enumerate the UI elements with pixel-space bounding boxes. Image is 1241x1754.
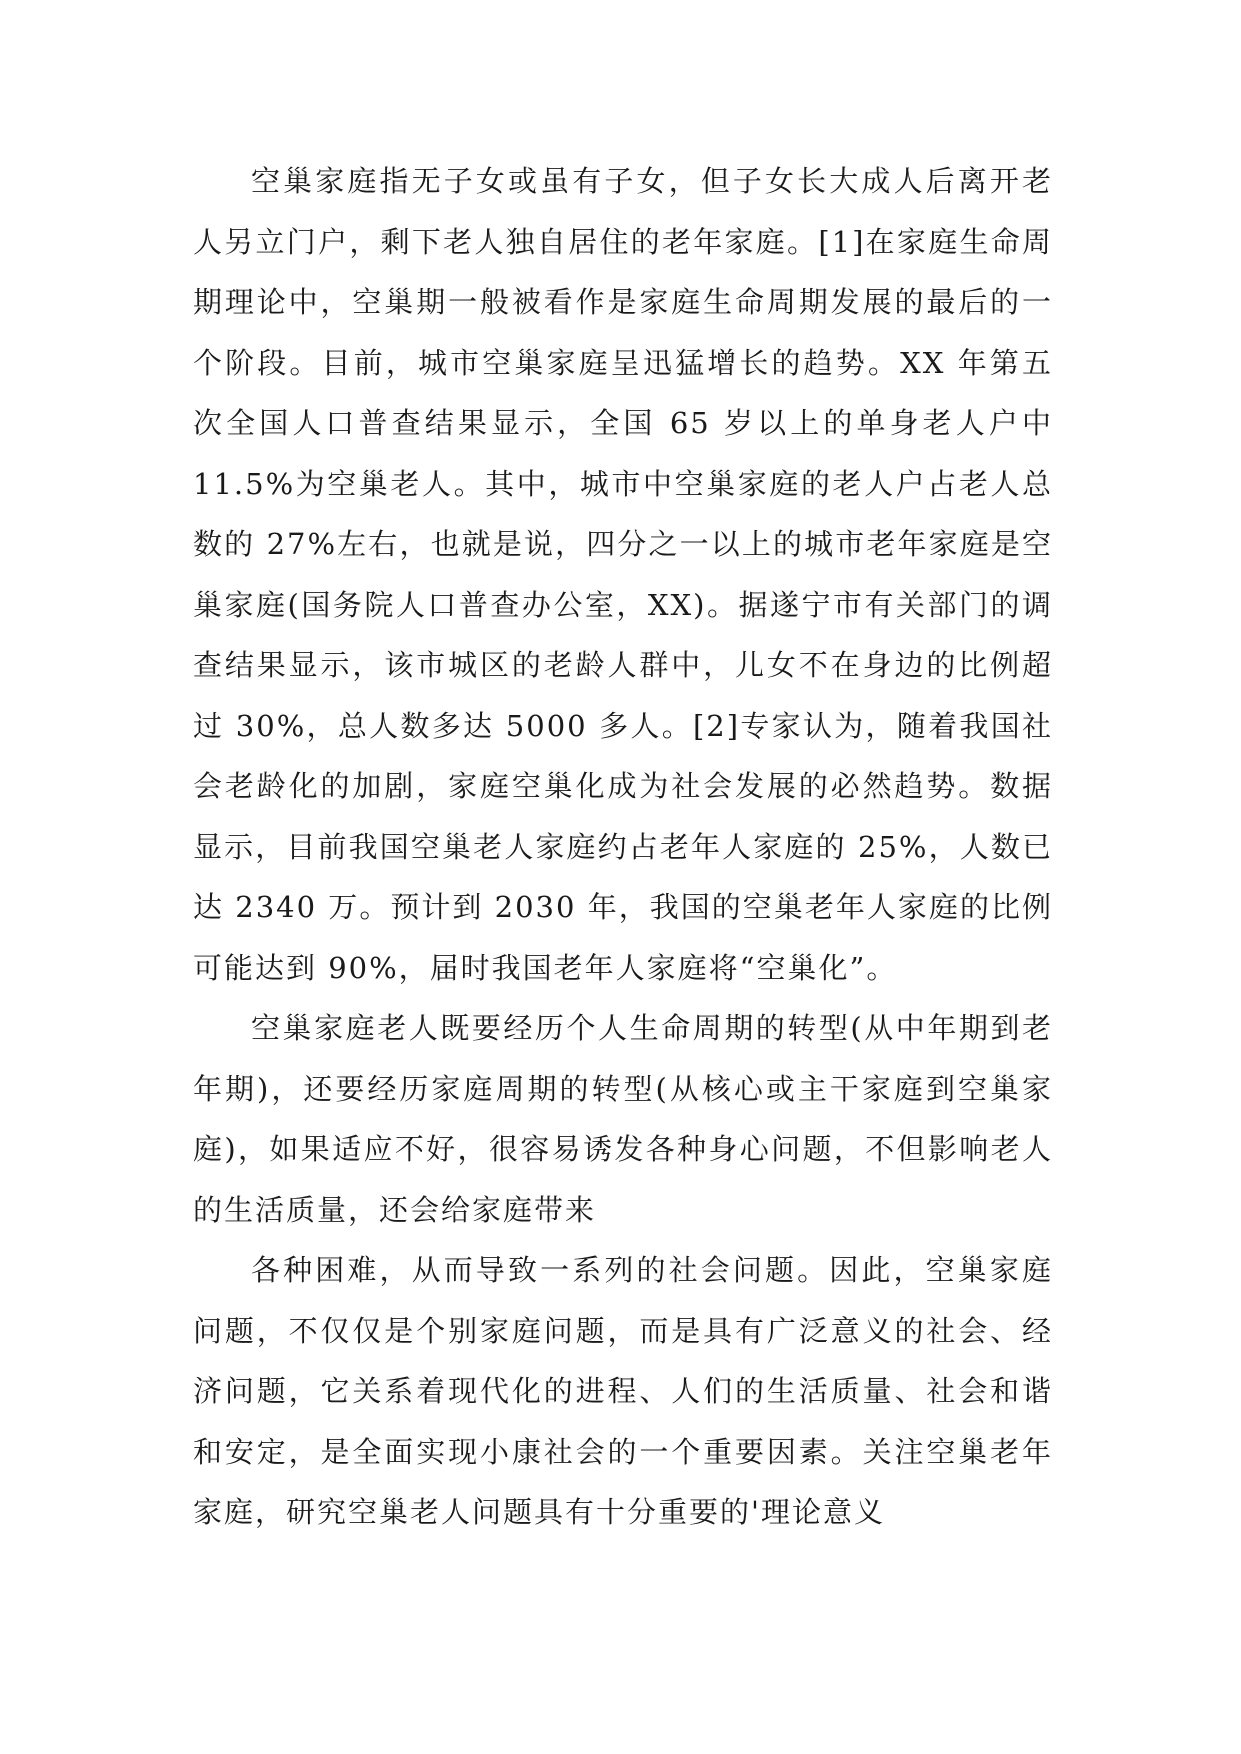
paragraph-2: 空巢家庭老人既要经历个人生命周期的转型(从中年期到老年期)，还要经历家庭周期的转型(从核心或主干家庭到空巢家庭)，如果适应不好，很容易诱发各种身心问题，不但影响老人的生活质量，还会给家庭带来 [193, 1011, 1053, 1227]
paragraph-3: 各种困难，从而导致一系列的社会问题。因此，空巢家庭问题，不仅仅是个别家庭问题，而是具有广泛意义的社会、经济问题，它关系着现代化的进程、人们的生活质量、社会和谐和安定，是全面实现小康社会的一个重要因素。关注空巢老年家庭，研究空巢老人问题具有十分重要的'理论意义 [193, 1253, 1053, 1529]
document-body [193, 151, 1053, 1543]
paragraph-1: 空巢家庭指无子女或虽有子女，但子女长大成人后离开老人另立门户，剩下老人独自居住的老年家庭。[1]在家庭生命周期理论中，空巢期一般被看作是家庭生命周期发展的最后的一个阶段。目前，城市空巢家庭呈迅猛增长的趋势。XX 年第五次全国人口普查结果显示，全国 65 岁以上的单身老人户中 11.5%为空巢老人。其中，城市中空巢家庭的老人户占老人总数的 27%左右，也就是说，四分之一以上的城市老年家庭是空巢家庭(国务院人口普查办公室，XX)。据遂宁市有关部门的调查结果显示，该市城区的老龄人群中，儿女不在身边的比例超过 30%，总人数多达 5000 多人。[2]专家认为，随着我国社会老龄化的加剧，家庭空巢化成为社会发展的必然趋势。数据显示，目前我国空巢老人家庭约占老年人家庭的 25%，人数已达 2340 万。预计到 2030 年，我国的空巢老年人家庭的比例可能达到 90%，届时我国老年人家庭将“空巢化”。 [193, 164, 1053, 985]
